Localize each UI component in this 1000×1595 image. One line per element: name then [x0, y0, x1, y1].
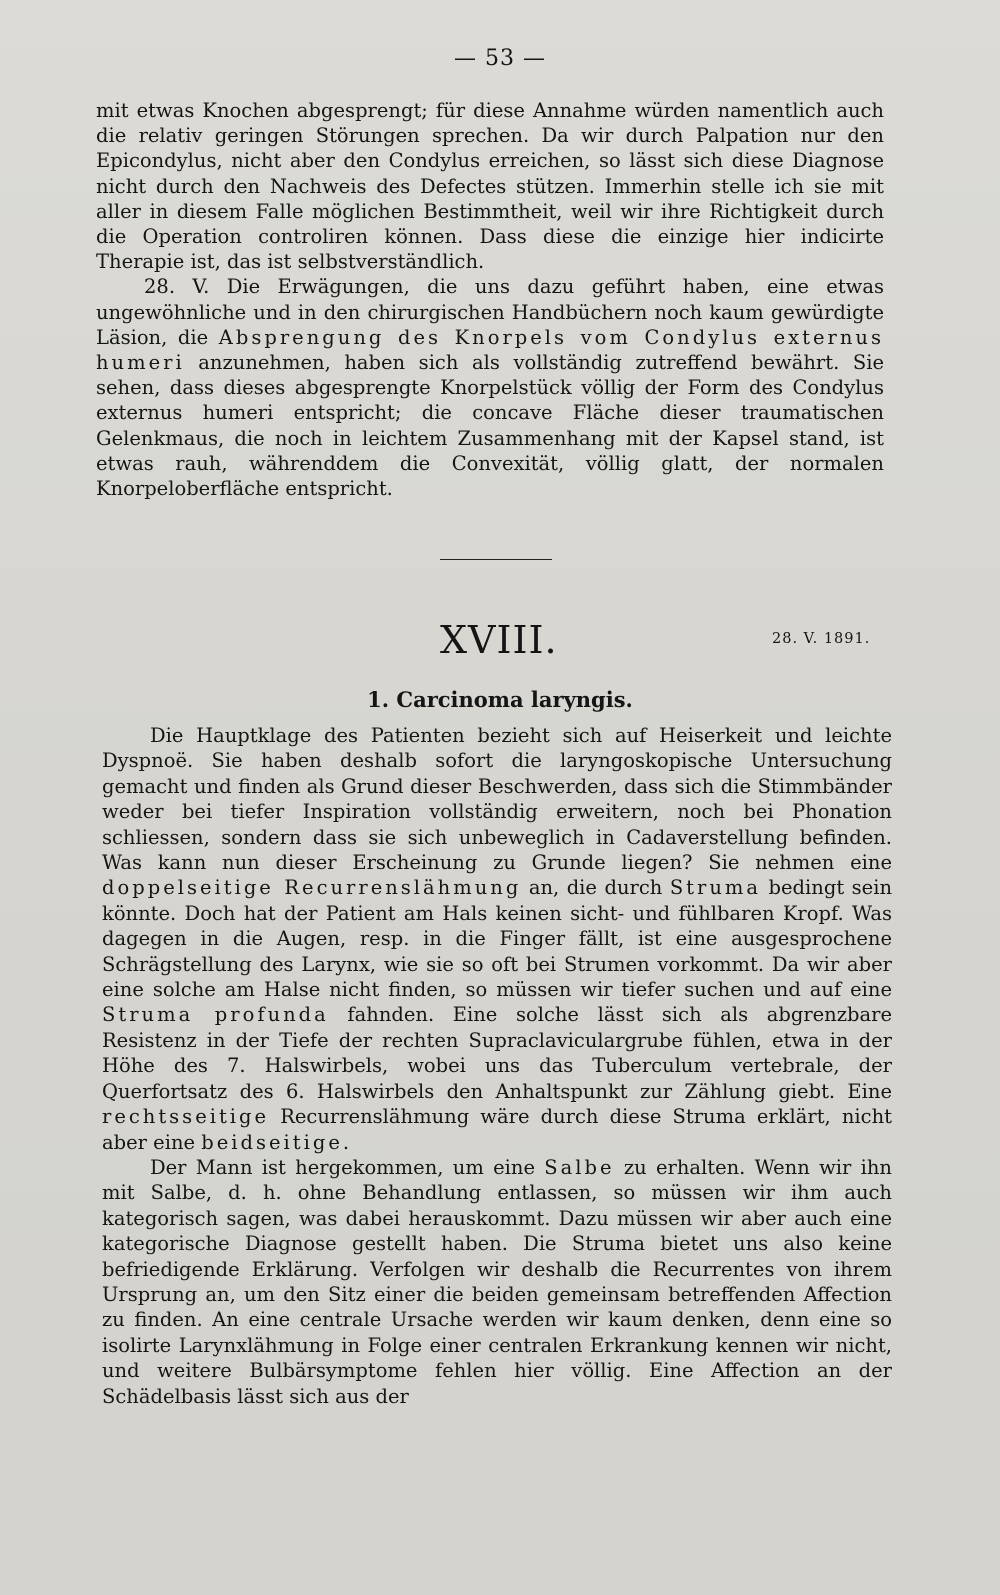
paragraph-continuation: mit etwas Knochen abgesprengt; für diese Annahme würden namentlich auch die relativ geringen Störungen sprechen. Da wir durch Palpation nur den Epicondylus, nicht aber den Condylus erreichen, so lässt sich diese Diagnose nicht durch den Nachweis des Defectes stützen. Immerhin stelle ich sie mit aller in diesem Falle möglichen Bestimmtheit, weil wir ihre Richtigkeit durch die Operation controliren können. Dass diese die einzige hier indicirte Therapie ist, das ist selbstverständlich.: [96, 99, 884, 274]
spaced-emphasis: Absprengung des Knorpels vom Condylus externus humeri: [96, 325, 884, 375]
page-number: — 53 —: [454, 46, 546, 71]
text-run: Der Mann ist hergekommen, um eine: [150, 1155, 545, 1179]
text-run: bedingt sein könnte. Doch hat der Patient am Hals keinen sicht- und fühlbaren Kropf. Was dagegen in die Augen, resp. in die Finger fällt, ist eine ausgesprochene Schrägstellung des Larynx, wie sie so oft bei Strumen vorkommt. Da wir aber eine solche am Halse nicht finden, so müssen wir tiefer suchen und auf eine: [102, 876, 893, 1002]
section-numeral: XVIII.: [440, 618, 558, 662]
section-heading: 1. Carcinoma laryngis.: [367, 687, 633, 712]
paragraph-28-v: [96, 274, 884, 501]
text-run: .: [342, 1130, 350, 1154]
section-divider: [440, 559, 552, 560]
spaced-emphasis: Struma: [669, 876, 762, 900]
text-run: fahnden. Eine solche lässt sich als abgrenzbare Resistenz in der Tiefe der rechten Supraclaviculargrube fühlen, etwa in der Höhe des 7. Halswirbels, wobei uns das Tuberculum vertebrale, der Querfortsatz des 6. Halswirbels den Anhaltspunkt zur Zählung giebt. Eine: [102, 1003, 892, 1103]
paragraph-hauptklage: [102, 723, 892, 1155]
continuation-text: [96, 98, 884, 501]
paragraph-salbe: [102, 1155, 892, 1409]
text-run: Recurrenslähmung wäre durch diese Struma erklärt, nicht aber eine: [102, 1105, 892, 1154]
spaced-emphasis: Salbe: [544, 1155, 615, 1179]
text-run: anzunehmen, haben sich als vollständig zutreffend bewährt. Sie sehen, dass dieses abgesprengte Knorpelstück völlig der Form des Condylus externus humeri entspricht; die concave Fläche dieser traumatischen Gelenkmaus, die noch in leichtem Zusammenhang mit der Kapsel stand, ist etwas rauh, währenddem die Convexität, völlig glatt, der normalen Knorpeloberfläche entspricht.: [96, 351, 884, 501]
section-body: [102, 723, 892, 1409]
text-run: 28. V. Die Erwägungen, die uns dazu geführt haben, eine etwas ungewöhnliche und in den chirurgischen Handbüchern noch kaum gewürdigte Läsion, die: [96, 275, 884, 349]
spaced-emphasis: beidseitige: [201, 1130, 343, 1154]
spaced-emphasis: Struma profunda: [102, 1003, 329, 1027]
spaced-emphasis: doppelseitige Recurrenslähmung: [102, 876, 522, 900]
spaced-emphasis: rechtsseitige: [102, 1105, 270, 1129]
text-run: an, die durch: [521, 876, 670, 900]
text-run: zu erhalten. Wenn wir ihn mit Salbe, d. h. ohne Behandlung entlassen, so müssen wir ihm auch kategorisch sagen, was dabei herauskommt. Dazu müssen wir aber auch eine kategorische Diagnose gestellt haben. Die Struma bietet uns also keine befriedigende Erklärung. Verfolgen wir deshalb die Recurrentes von ihrem Ursprung an, um den Sitz einer die beiden gemeinsam betreffenden Affection zu finden. An eine centrale Ursache werden wir kaum denken, denn eine so isolirte Larynxlähmung in Folge einer centralen Erkrankung kennen wir nicht, und weitere Bulbärsymptome fehlen hier völlig. Eine Affection an der Schädelbasis lässt sich aus der: [102, 1155, 892, 1408]
section-date: 28. V. 1891.: [772, 631, 871, 647]
text-run: Die Hauptklage des Patienten bezieht sich auf Heiserkeit und leichte Dyspnoë. Sie haben deshalb sofort die laryngoskopische Untersuchung gemacht und finden als Grund dieser Beschwerden, dass sich die Stimmbänder weder bei tiefer Inspiration vollständig erweitern, noch bei Phonation schliessen, sondern dass sie sich unbeweglich in Cadaverstellung befinden. Was kann nun dieser Erscheinung zu Grunde liegen? Sie nehmen eine: [102, 724, 892, 875]
